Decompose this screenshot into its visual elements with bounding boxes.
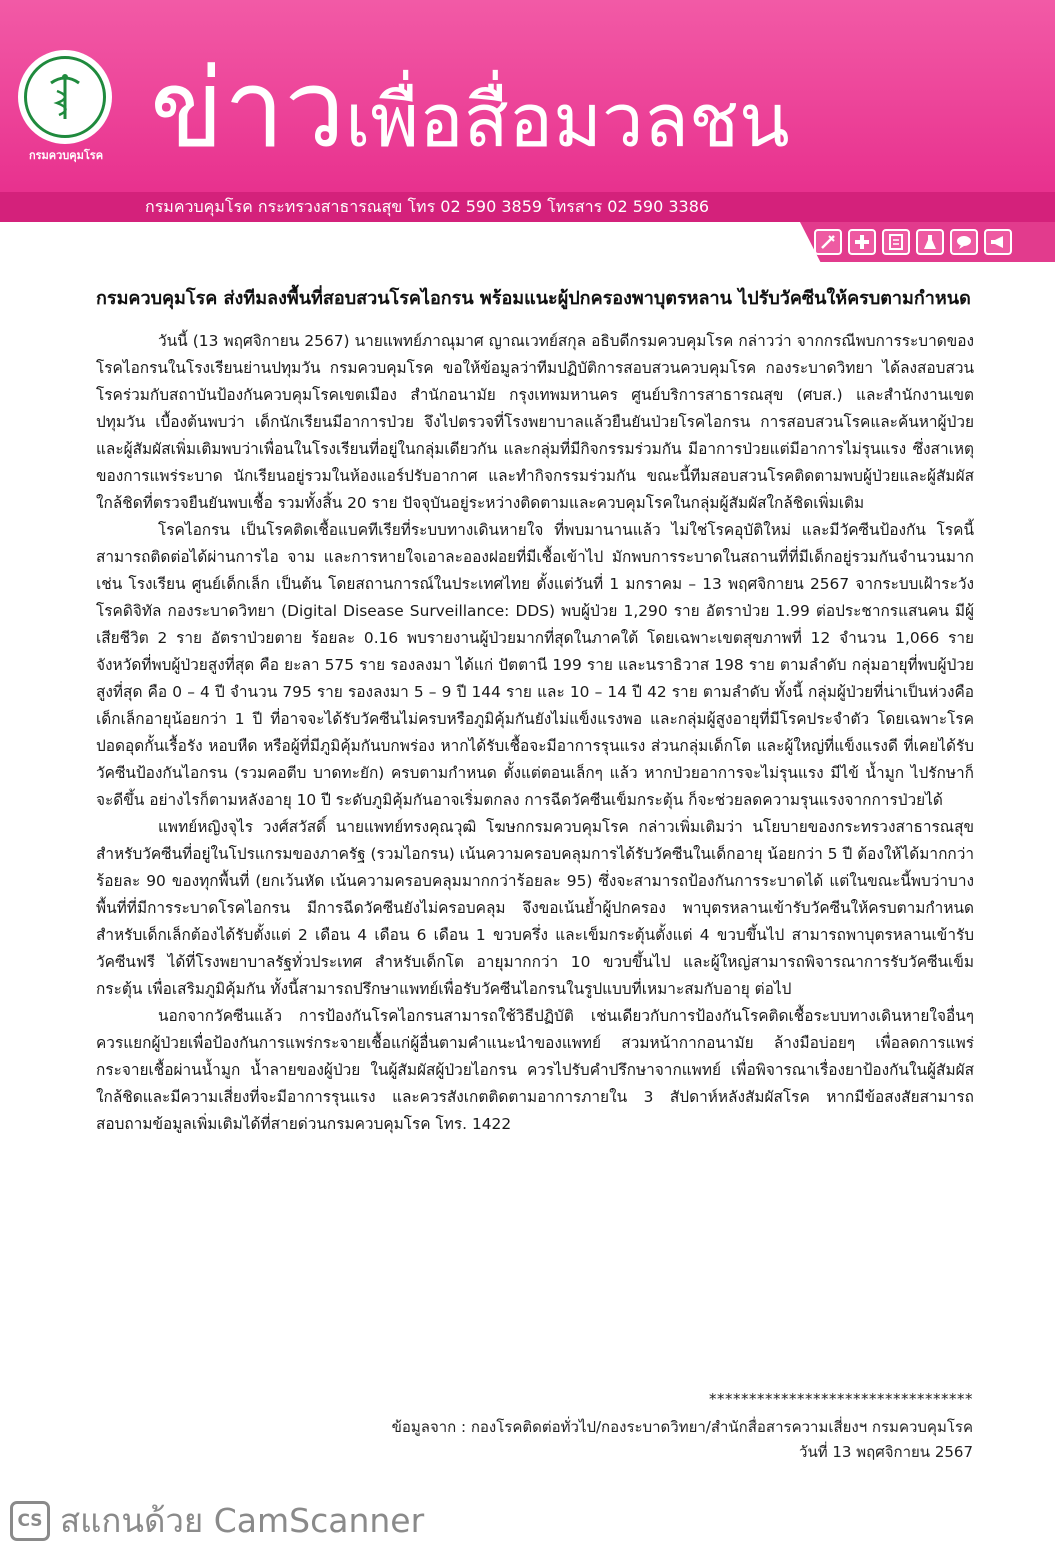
source-credit: ข้อมูลจาก : กองโรคติดต่อทั่วไป/กองระบาดวิทยา/สำนักสื่อสารความเสี่ยงฯ กรมควบคุมโรค [391,1418,973,1436]
publish-date: วันที่ 13 พฤศจิกายน 2567 [799,1443,973,1461]
article-paragraph: วันนี้ (13 พฤศจิกายน 2567) นายแพทย์ภาณุมาศ ญาณเวทย์สกุล อธิบดีกรมควบคุมโรค กล่าวว่า จากกรณีพบการระบาดของโรคไอกรนในโรงเรียนย่านปทุมวัน กรมควบคุมโรค ขอให้ข้อมูลว่าทีมปฏิบัติการสอบสวนควบคุมโรค กองระบาดวิทยา ได้ลงสอบสวนโรคร่วมกับสถาบันป้องกันควบคุมโรคเขตเมือง สำนักอนามัย กรุงเทพมหานคร ศูนย์บริการสาธารณสุข (ศบส.) และสำนักงานเขตปทุมวัน เบื้องต้นพบว่า เด็กนักเรียนมีอาการป่วย จึงไปตรวจที่โรงพยาบาลแล้วยืนยันป่วยโรคไอกรน การสอบสวนโรคและค้นหาผู้ป่วยและผู้สัมผัสเพิ่มเติมพบว่าเพื่อนในโรงเรียนที่อยู่ในกลุ่มเดียวกัน และกลุ่มที่มีกิจกรรมร่วมกัน มีอาการป่วยแต่มีอาการไม่รุนแรง ซึ่งสาเหตุของการแพร่ระบาด นักเรียนอยู่รวมในห้องแอร์ปรับอากาศ และทำกิจกรรมร่วมกัน ขณะนี้ทีมสอบสวนโรคติดตามพบผู้ป่วยและผู้สัมผัสใกล้ชิดที่ตรวจยืนยันพบเชื้อ รวมทั้งสิ้น 20 ราย ปัจจุบันอยู่ระหว่างติดตามและควบคุมโรคในกลุ่มผู้สัมผัสใกล้ชิดเพิ่มเติม [96,332,974,512]
banner-icons [814,229,1012,255]
masthead-title-big: ข่าว [150,47,346,172]
camscanner-text: สแกนด้วย CamScanner [60,1501,425,1540]
document-icon [882,229,910,255]
article-paragraph: แพทย์หญิงจุไร วงศ์สวัสดิ์ นายแพทย์ทรงคุณวุฒิ โฆษกกรมควบคุมโรค กล่าวเพิ่มเติมว่า นโยบายของกระทรวงสาธารณสุข สำหรับวัคซีนที่อยู่ในโปรแกรมของภาครัฐ (รวมไอกรน) เน้นความครอบคลุมการได้รับวัคซีนในเด็กอายุ น้อยกว่า 5 ปี ต้องให้ได้มากกว่าร้อยละ 90 ของทุกพื้นที่ (ยกเว้นหัด เน้นความครอบคลุมมากกว่าร้อยละ 95) ซึ่งจะสามารถป้องกันการระบาดได้ แต่ในขณะนี้พบว่าบางพื้นที่ที่มีการระบาดโรคไอกรน มีการฉีดวัคซีนยังไม่ครอบคลุม จึงขอเน้นย้ำผู้ปกครอง พาบุตรหลานเข้ารับวัคซีนให้ครบตามกำหนด สำหรับเด็กเล็กต้องได้รับตั้งแต่ 2 เดือน 4 เดือน 6 เดือน 1 ขวบครึ่ง และเข็มกระตุ้นตั้งแต่ 4 ขวบขึ้นไป สามารถพาบุตรหลานเข้ารับวัคซีนฟรี ได้ที่โรงพยาบาลรัฐทั่วประเทศ สำหรับเด็กโต อายุมากกว่า 10 ขวบขึ้นไป และผู้ใหญ่สามารถพิจารณาการรับวัคซีนเข็มกระตุ้น เพื่อเสริมภูมิคุ้มกัน ทั้งนี้สามารถปรึกษาแพทย์เพื่อรับวัคซีนไอกรนในรูปแบบที่เหมาะสมกับอายุ ต่อไป [96,818,974,998]
masthead-title-small: เพื่อสื่อมวลชน [345,78,790,164]
article-headline: กรมควบคุมโรค ส่งทีมลงพื้นที่สอบสวนโรคไอกรน พร้อมแนะผู้ปกครองพาบุตรหลาน ไปรับวัคซีนให้ครบตามกำหนด [96,288,971,309]
contact-line: กรมควบคุมโรค กระทรวงสาธารณสุข โทร 02 590 3859 โทรสาร 02 590 3386 [145,197,710,216]
syringe-icon [814,229,842,255]
ministry-logo [18,50,112,144]
article-paragraph: โรคไอกรน เป็นโรคติดเชื้อแบคทีเรียที่ระบบทางเดินหายใจ ที่พบมานานแล้ว ไม่ใช่โรคอุบัติใหม่ และมีวัคซีนป้องกัน โรคนี้สามารถติดต่อได้ผ่านการไอ จาม และการหายใจเอาละอองฝอยที่มีเชื้อเข้าไป มักพบการระบาดในสถานที่ที่มีเด็กอยู่รวมกันจำนวนมาก เช่น โรงเรียน ศูนย์เด็กเล็ก เป็นต้น โดยสถานการณ์ในประเทศไทย ตั้งแต่วันที่ 1 มกราคม – 13 พฤศจิกายน 2567 จากระบบเฝ้าระวังโรคดิจิทัล กองระบาดวิทยา (Digital Disease Surveillance: DDS) พบผู้ป่วย 1,290 ราย อัตราป่วย 1.99 ต่อประชากรแสนคน มีผู้เสียชีวิต 2 ราย อัตราป่วยตาย ร้อยละ 0.16 พบรายงานผู้ป่วยมากที่สุดในภาคใต้ โดยเฉพาะเขตสุขภาพที่ 12 จำนวน 1,066 ราย จังหวัดที่พบผู้ป่วยสูงที่สุด คือ ยะลา 575 ราย รองลงมา ได้แก่ ปัตตานี 199 ราย และนราธิวาส 198 ราย ตามลำดับ กลุ่มอายุที่พบผู้ป่วยสูงที่สุด คือ 0 – 4 ปี จำนวน 795 ราย รองลงมา 5 – 9 ปี 144 ราย และ 10 – 14 ปี 42 ราย ตามลำดับ ทั้งนี้ กลุ่มผู้ป่วยที่น่าเป็นห่วงคือเด็กเล็กอายุน้อยกว่า 1 ปี ที่อาจจะได้รับวัคซีนไม่ครบหรือภูมิคุ้มกันยังไม่แข็งแรงพอ และกลุ่มผู้สูงอายุที่มีโรคประจำตัว โดยเฉพาะโรคปอดอุดกั้นเรื้อรัง หอบหืด หรือผู้ที่มีภูมิคุ้มกันบกพร่อง หากได้รับเชื้อจะมีอาการรุนแรง ส่วนกลุ่มเด็กโต และผู้ใหญ่ที่แข็งแรงดี ที่เคยได้รับวัคซีนป้องกันไอกรน (รวมคอตีบ บาดทะยัก) ครบตามกำหนด ตั้งแต่ตอนเล็กๆ แล้ว หากป่วยอาการจะไม่รุนแรง มีไข้ น้ำมูก ไปรักษาก็จะดีขึ้น อย่างไรก็ตามหลังอายุ 10 ปี ระดับภูมิคุ้มกันอาจเริ่มตกลง การฉีดวัคซีนเข็มกระตุ้น ก็จะช่วยลดความรุนแรงจากการป่วยได้ [96,521,974,809]
masthead-title [150,40,790,180]
camscanner-watermark [10,1494,424,1547]
camscanner-logo-icon: CS [10,1501,50,1541]
flask-icon [916,229,944,255]
masthead-banner [0,0,1055,262]
logo-caption: กรมควบคุมโรค [28,149,104,162]
article-paragraph: นอกจากวัคซีนแล้ว การป้องกันโรคไอกรนสามารถใช้วิธีปฏิบัติ เช่นเดียวกับการป้องกันโรคติดเชื้อระบบทางเดินหายใจอื่นๆ ควรแยกผู้ป่วยเพื่อป้องกันการแพร่กระจายเชื้อแก่ผู้อื่นตามคำแนะนำของแพทย์ สวมหน้ากากอนามัย ล้างมือบ่อยๆ เพื่อลดการแพร่กระจายเชื้อผ่านน้ำมูก น้ำลายของผู้ป่วย ในผู้สัมผัสผู้ป่วยไอกรน ควรไปรับคำปรึกษาจากแพทย์ เพื่อพิจารณาเรื่องยาป้องกันในผู้สัมผัสใกล้ชิดและมีความเสี่ยงที่จะมีอาการรุนแรง และควรสังเกตติดตามอาการภายใน 3 สัปดาห์หลังสัมผัสโรค หากมีข้อสงสัยสามารถสอบถามข้อมูลเพิ่มเติมได้ที่สายด่วนกรมควบคุมโรค โทร. 1422 [96,1007,974,1133]
plus-icon [848,229,876,255]
megaphone-icon [984,229,1012,255]
separator-stars: ********************************* [709,1390,973,1408]
article-footer [392,1415,973,1465]
chat-icon [950,229,978,255]
article [96,284,974,1138]
caduceus-icon [37,69,93,125]
